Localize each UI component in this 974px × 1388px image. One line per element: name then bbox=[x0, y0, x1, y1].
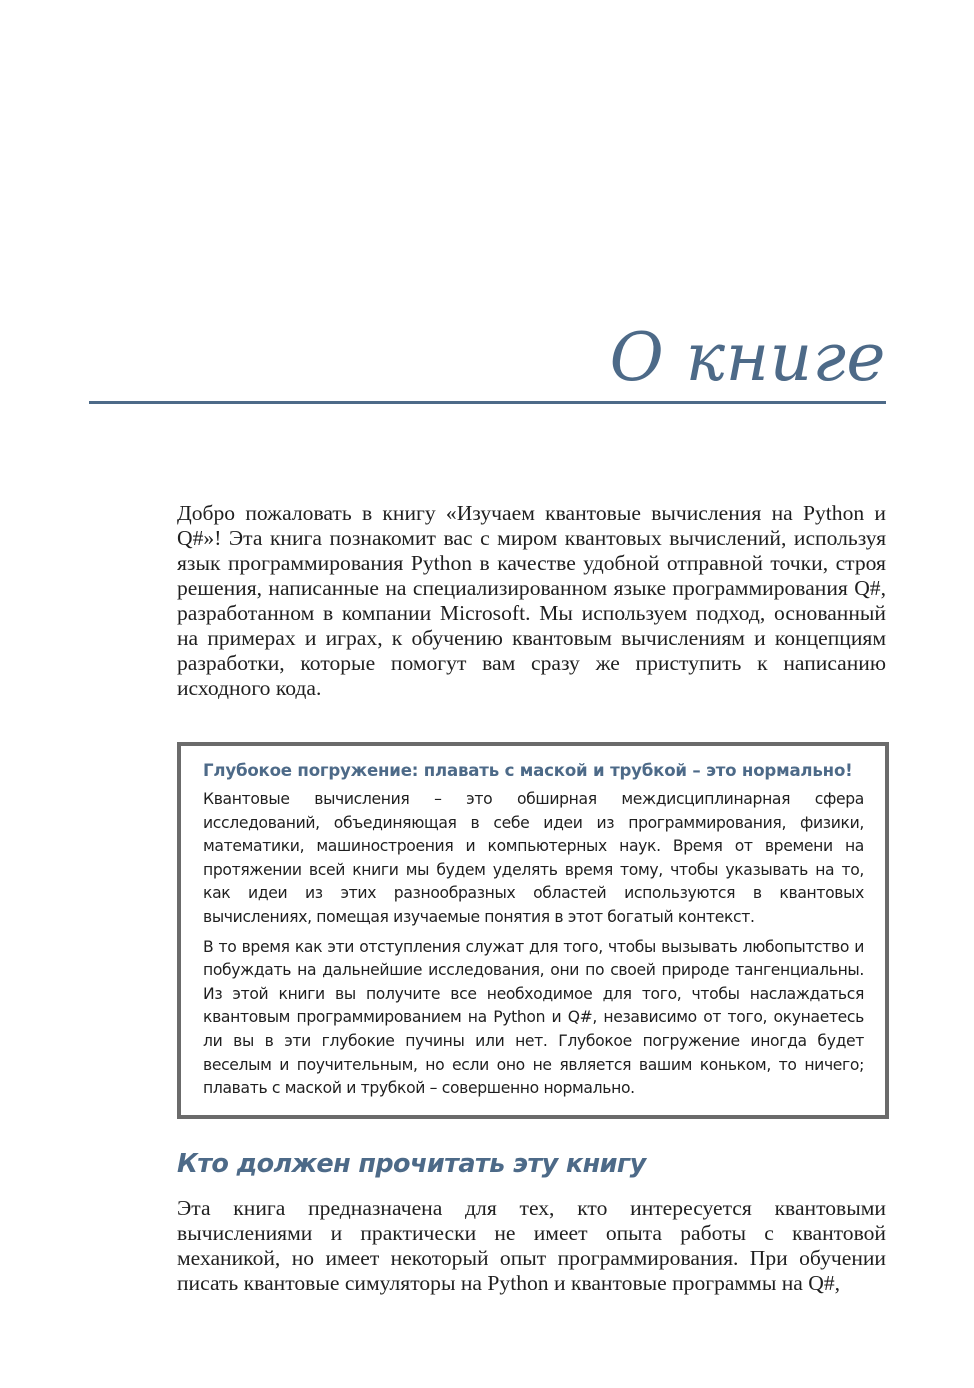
deep-dive-title: Глубокое погружение: плавать с маской и трубкой – это нормально! bbox=[203, 761, 853, 780]
deep-dive-box bbox=[177, 742, 889, 1119]
chapter-title: О книге bbox=[609, 319, 886, 396]
deep-dive-paragraph-2: В то время как эти отступления служат для того, чтобы вызывать любопытство и побуждать на дальнейшие исследования, они по своей природе тангенциальны. Из этой книги вы получите все необходимое для того, чтобы наслаждаться квантовым программированием на Python и Q#, независимо от того, окунаетесь ли вы в эти глубокие пучины или нет. Глубокое погружение иногда будет веселым и поучительным, но если оно не является вашим коньком, то ничего; плавать с маской и трубкой – совершенно нормально. bbox=[203, 937, 864, 1098]
title-divider bbox=[89, 401, 886, 404]
section-paragraph: Эта книга предназначена для тех, кто интересуется квантовыми вычислениями и практически не имеет опыта работы с квантовой механикой, но имеет некоторый опыт программирования. При обучении писать квантовые симуляторы на Python и квантовые программы на Q#, bbox=[177, 1195, 886, 1295]
intro-paragraph: Добро пожаловать в книгу «Изучаем квантовые вычисления на Python и Q#»! Эта книга познакомит вас с миром квантовых вычислений, используя язык программирования Python в качестве удобной отправной точки, строя решения, написанные на специализированном языке программирования Q#, разработанном в компании Microsoft. Мы используем подход, основанный на примерах и играх, к обучению квантовым вычислениям и концепциям разработки, которые помогут вам сразу же приступить к написанию исходного кода. bbox=[177, 501, 886, 700]
section-heading: Кто должен прочитать эту книгу bbox=[177, 1148, 646, 1179]
deep-dive-paragraph-1: Квантовые вычисления – это обширная междисциплинарная сфера исследований, объединяющая в себе идеи из программирования, физики, математики, машиностроения и компьютерных наук. Время от времени на протяжении всей книги мы будем уделять время тому, чтобы указывать на то, как идеи из этих разнообразных областей используются в квантовых вычислениях, помещая изучаемые понятия в этот богатый контекст. bbox=[203, 790, 864, 926]
page-content bbox=[177, 501, 886, 1296]
